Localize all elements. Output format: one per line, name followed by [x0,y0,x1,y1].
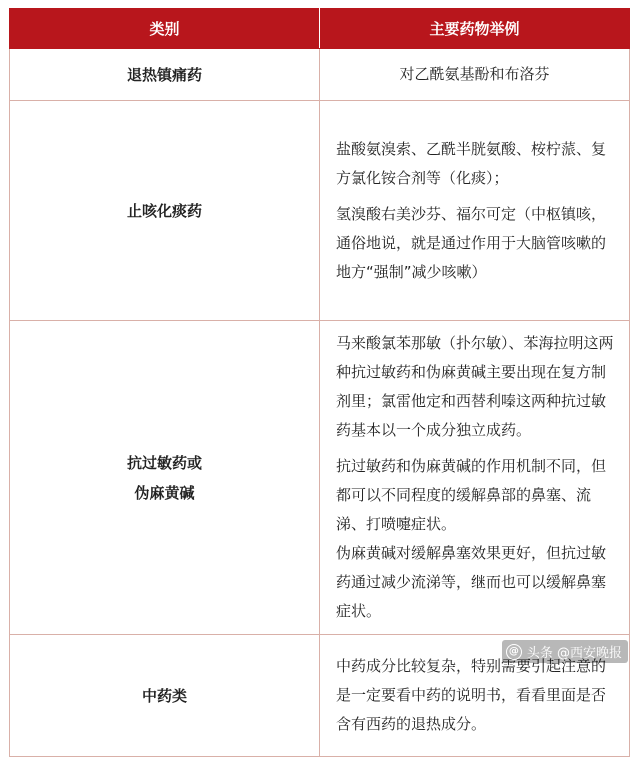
watermark-text: 头条 @西安晚报 [526,646,622,661]
example-text: 盐酸氨溴索、乙酰半胱氨酸、桉柠蒎、复方氯化铵合剂等（化痰）； [336,139,607,187]
example-text: 氢溴酸右美沙芬、福尔可定（中枢镇咳，通俗地说，就是通过作用于大脑管咳嗽的地方“强制”减少咳嗽） [336,204,607,281]
table-row [10,49,630,101]
at-icon: @ [506,644,522,660]
header-examples: 主要药物举例 [320,9,630,49]
example-text: 中药成分比较复杂，特别需要引起注意的是一定要看中药的说明书，看看里面是否含有西药的退热成分。 [336,657,607,733]
watermark [502,640,628,663]
category-line: 伪麻黄碱 [134,483,195,502]
header-category: 类别 [10,9,320,49]
examples-cell [320,321,630,635]
category-cell [10,321,320,635]
category-cell: 退热镇痛药 [10,49,320,101]
table-row [10,321,630,635]
example-text: 对乙酰氨基酚和布洛芬 [399,65,550,83]
examples-cell [320,49,630,101]
example-text: 伪麻黄碱对缓解鼻塞效果更好，但抗过敏药通过减少流涕等，继而也可以缓解鼻塞症状。 [336,544,607,620]
category-cell: 中药类 [10,635,320,757]
table-header-row [10,9,630,49]
example-text: 马来酸氯苯那敏（扑尔敏）、苯海拉明这两种抗过敏药和伪麻黄碱主要出现在复方制剂里；氯雷他定和西替利嗪这两种抗过敏药基本以一个成分独立成药。 [336,334,614,439]
category-cell: 止咳化痰药 [10,101,320,321]
table-row [10,101,630,321]
category-line: 抗过敏药或 [126,453,202,472]
example-text: 抗过敏药和伪麻黄碱的作用机制不同，但都可以不同程度的缓解鼻部的鼻塞、流涕、打喷嚏症状。 [336,457,607,533]
examples-cell [320,101,630,321]
